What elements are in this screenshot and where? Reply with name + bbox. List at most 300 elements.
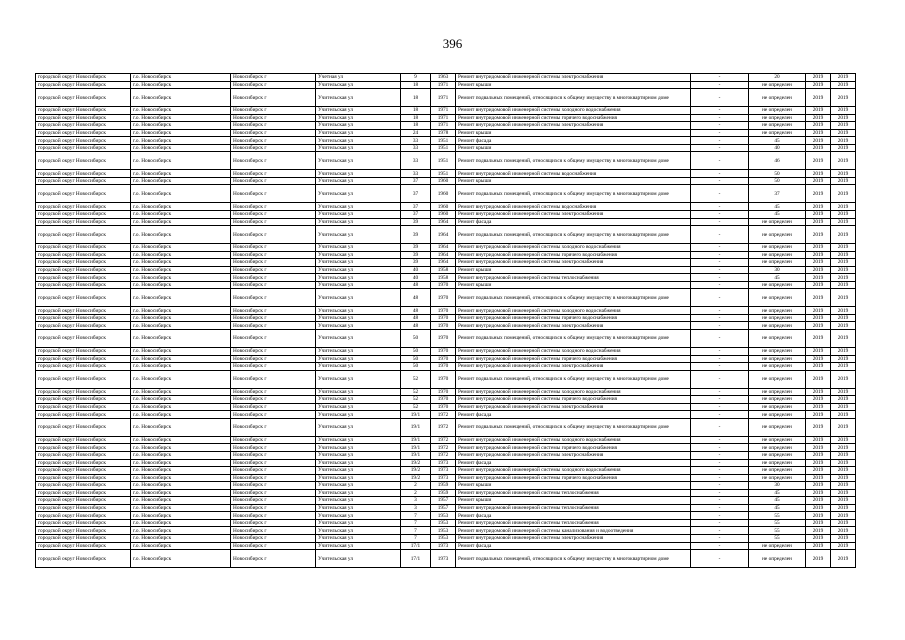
cell-year-end: 2019: [831, 129, 856, 137]
cell-year: 1951: [431, 170, 456, 178]
cell-street: Учительская ул: [316, 129, 401, 137]
cell-street: Учительская ул: [316, 550, 401, 568]
cell-year-start: 2019: [806, 244, 831, 252]
cell-district: городской округ Новосибирск: [36, 330, 131, 348]
cell-city: Новосибирск г: [231, 444, 316, 452]
cell-year-end: 2019: [831, 363, 856, 371]
cell-year-end: 2019: [831, 519, 856, 527]
cell-year-start: 2019: [806, 550, 831, 568]
cell-city: Новосибирск г: [231, 218, 316, 226]
cell-city: Новосибирск г: [231, 203, 316, 211]
cell-year: 1953: [431, 512, 456, 520]
cell-year: 1964: [431, 218, 456, 226]
cell-city: Новосибирск г: [231, 81, 316, 89]
cell-year-end: 2019: [831, 322, 856, 330]
cell-year: 1972: [431, 444, 456, 452]
cell-work-type: Ремонт крыши: [456, 129, 691, 137]
cell-district: городской округ Новосибирск: [36, 74, 131, 82]
cell-year-start: 2019: [806, 388, 831, 396]
cell-year: 1958: [431, 266, 456, 274]
cell-year: 1970: [431, 396, 456, 404]
cell-deadline: не определен: [749, 467, 806, 475]
cell-street: Учительская ул: [316, 152, 401, 170]
cell-street: Учительская ул: [316, 89, 401, 107]
cell-district: городской округ Новосибирск: [36, 411, 131, 419]
cell-house: 48: [401, 281, 431, 289]
cell-street: Учительская ул: [316, 251, 401, 259]
cell-city: Новосибирск г: [231, 436, 316, 444]
cell-city: Новосибирск г: [231, 274, 316, 282]
cell-year-end: 2019: [831, 289, 856, 307]
cell-street: Учительская ул: [316, 211, 401, 219]
cell-district: городской округ Новосибирск: [36, 244, 131, 252]
cell-street: Учительская ул: [316, 244, 401, 252]
cell-dash: -: [691, 436, 749, 444]
cell-deadline: не определен: [749, 474, 806, 482]
cell-year: 1972: [431, 418, 456, 436]
cell-year: 1971: [431, 107, 456, 115]
cell-year-end: 2019: [831, 144, 856, 152]
cell-house: 7: [401, 527, 431, 535]
table-row: [36, 226, 856, 244]
cell-year: 1964: [431, 251, 456, 259]
cell-house: 37: [401, 177, 431, 185]
table-row: [36, 355, 856, 363]
cell-year: 1973: [431, 550, 456, 568]
cell-city: Новосибирск г: [231, 411, 316, 419]
cell-district: городской округ Новосибирск: [36, 122, 131, 130]
cell-deadline: не определен: [749, 396, 806, 404]
cell-street: Учительская ул: [316, 137, 401, 145]
cell-house: 19/1: [401, 411, 431, 419]
cell-house: 2: [401, 489, 431, 497]
cell-okrug: г.о. Новосибирск: [131, 81, 231, 89]
page-number: 396: [442, 36, 463, 51]
cell-year: 1970: [431, 348, 456, 356]
cell-year: 1978: [431, 129, 456, 137]
cell-okrug: г.о. Новосибирск: [131, 519, 231, 527]
cell-dash: -: [691, 152, 749, 170]
cell-year-end: 2019: [831, 244, 856, 252]
cell-work-type: Ремонт внутридомовой инженерной системы канализования и водоотведения: [456, 527, 691, 535]
cell-city: Новосибирск г: [231, 363, 316, 371]
cell-house: 52: [401, 388, 431, 396]
cell-okrug: г.о. Новосибирск: [131, 244, 231, 252]
cell-year: 1964: [431, 259, 456, 267]
cell-house: 18: [401, 89, 431, 107]
cell-street: Учительская ул: [316, 330, 401, 348]
cell-street: Учительская ул: [316, 107, 401, 115]
cell-district: городской округ Новосибирск: [36, 474, 131, 482]
cell-work-type: Ремонт внутридомовой инженерной системы холодного водоснабжения: [456, 244, 691, 252]
cell-work-type: Ремонт внутридомовой инженерной системы горячего водоснабжения: [456, 444, 691, 452]
cell-city: Новосибирск г: [231, 497, 316, 505]
cell-city: Новосибирск г: [231, 534, 316, 542]
cell-year-end: 2019: [831, 348, 856, 356]
cell-house: 3: [401, 497, 431, 505]
cell-street: Учительская ул: [316, 467, 401, 475]
cell-dash: -: [691, 489, 749, 497]
cell-work-type: Ремонт внутридомовой инженерной системы электроснабжения: [456, 322, 691, 330]
cell-dash: -: [691, 211, 749, 219]
cell-dash: -: [691, 144, 749, 152]
cell-district: городской округ Новосибирск: [36, 259, 131, 267]
cell-year-start: 2019: [806, 259, 831, 267]
cell-house: 19/1: [401, 444, 431, 452]
cell-year-start: 2019: [806, 137, 831, 145]
cell-year-start: 2019: [806, 170, 831, 178]
cell-district: городской округ Новосибирск: [36, 550, 131, 568]
cell-okrug: г.о. Новосибирск: [131, 363, 231, 371]
cell-year-start: 2019: [806, 474, 831, 482]
cell-work-type: Ремонт крыши: [456, 81, 691, 89]
cell-street: Учительская ул: [316, 403, 401, 411]
cell-work-type: Ремонт подвальных помещений, относящихся к общему имуществу в многоквартирном доме: [456, 226, 691, 244]
cell-year-start: 2019: [806, 527, 831, 535]
cell-work-type: Ремонт внутридомовой инженерной системы теплоснабжения: [456, 489, 691, 497]
cell-okrug: г.о. Новосибирск: [131, 89, 231, 107]
cell-year: 1964: [431, 226, 456, 244]
cell-year-start: 2019: [806, 403, 831, 411]
cell-work-type: Ремонт внутридомовой инженерной системы холодного водоснабжения: [456, 436, 691, 444]
cell-dash: -: [691, 251, 749, 259]
cell-city: Новосибирск г: [231, 170, 316, 178]
table-row: [36, 396, 856, 404]
cell-work-type: Ремонт фасада: [456, 218, 691, 226]
cell-year: 1973: [431, 542, 456, 550]
cell-dash: -: [691, 244, 749, 252]
cell-year-end: 2019: [831, 307, 856, 315]
cell-okrug: г.о. Новосибирск: [131, 542, 231, 550]
cell-year: 1970: [431, 370, 456, 388]
cell-work-type: Ремонт крыши: [456, 281, 691, 289]
table-row: [36, 266, 856, 274]
cell-district: городской округ Новосибирск: [36, 504, 131, 512]
cell-street: Учительская ул: [316, 542, 401, 550]
cell-house: 52: [401, 396, 431, 404]
cell-year-end: 2019: [831, 451, 856, 459]
cell-okrug: г.о. Новосибирск: [131, 144, 231, 152]
cell-year-end: 2019: [831, 177, 856, 185]
cell-okrug: г.о. Новосибирск: [131, 203, 231, 211]
cell-district: городской округ Новосибирск: [36, 348, 131, 356]
cell-year: 1970: [431, 388, 456, 396]
cell-dash: -: [691, 403, 749, 411]
cell-okrug: г.о. Новосибирск: [131, 348, 231, 356]
cell-work-type: Ремонт внутридомовой инженерной системы холодного водоснабжения: [456, 307, 691, 315]
table-row: [36, 542, 856, 550]
cell-year-start: 2019: [806, 281, 831, 289]
cell-street: Учительская ул: [316, 436, 401, 444]
cell-year-end: 2019: [831, 226, 856, 244]
cell-okrug: г.о. Новосибирск: [131, 322, 231, 330]
table-row: [36, 497, 856, 505]
cell-work-type: Ремонт подвальных помещений, относящихся к общему имуществу в многоквартирном доме: [456, 289, 691, 307]
cell-year-start: 2019: [806, 370, 831, 388]
cell-year-end: 2019: [831, 542, 856, 550]
cell-street: Учетная ул: [316, 74, 401, 82]
cell-district: городской округ Новосибирск: [36, 322, 131, 330]
cell-district: городской округ Новосибирск: [36, 314, 131, 322]
table-row: [36, 411, 856, 419]
cell-work-type: Ремонт внутридомовой инженерной системы водоснабжения: [456, 203, 691, 211]
cell-work-type: Ремонт внутридомовой инженерной системы горячего водоснабжения: [456, 474, 691, 482]
cell-city: Новосибирск г: [231, 527, 316, 535]
cell-deadline: не определен: [749, 370, 806, 388]
cell-year-start: 2019: [806, 289, 831, 307]
cell-deadline: не определен: [749, 444, 806, 452]
cell-city: Новосибирск г: [231, 355, 316, 363]
cell-district: городской округ Новосибирск: [36, 144, 131, 152]
cell-dash: -: [691, 451, 749, 459]
cell-year-start: 2019: [806, 534, 831, 542]
cell-year-start: 2019: [806, 459, 831, 467]
table-row: [36, 418, 856, 436]
cell-district: городской округ Новосибирск: [36, 185, 131, 203]
cell-work-type: Ремонт фасада: [456, 512, 691, 520]
cell-year: 1973: [431, 474, 456, 482]
cell-work-type: Ремонт внутридомовой инженерной системы теплоснабжения: [456, 274, 691, 282]
cell-year: 1953: [431, 534, 456, 542]
cell-okrug: г.о. Новосибирск: [131, 355, 231, 363]
cell-street: Учительская ул: [316, 122, 401, 130]
cell-year-end: 2019: [831, 259, 856, 267]
cell-year-start: 2019: [806, 451, 831, 459]
cell-city: Новосибирск г: [231, 259, 316, 267]
cell-deadline: 30: [749, 266, 806, 274]
cell-street: Учительская ул: [316, 81, 401, 89]
cell-year-start: 2019: [806, 203, 831, 211]
table-row: [36, 281, 856, 289]
cell-district: городской округ Новосибирск: [36, 403, 131, 411]
cell-deadline: не определен: [749, 289, 806, 307]
cell-street: Учительская ул: [316, 418, 401, 436]
cell-okrug: г.о. Новосибирск: [131, 266, 231, 274]
cell-work-type: Ремонт подвальных помещений, относящихся к общему имуществу в многоквартирном доме: [456, 370, 691, 388]
cell-work-type: Ремонт внутридомовой инженерной системы холодного водоснабжения: [456, 348, 691, 356]
cell-dash: -: [691, 114, 749, 122]
cell-deadline: не определен: [749, 403, 806, 411]
cell-year-start: 2019: [806, 251, 831, 259]
cell-work-type: Ремонт фасада: [456, 411, 691, 419]
cell-city: Новосибирск г: [231, 244, 316, 252]
table-row: [36, 185, 856, 203]
cell-house: 19/2: [401, 467, 431, 475]
cell-work-type: Ремонт внутридомовой инженерной системы горячего водоснабжения: [456, 314, 691, 322]
cell-year: 1973: [431, 467, 456, 475]
cell-city: Новосибирск г: [231, 489, 316, 497]
cell-dash: -: [691, 259, 749, 267]
cell-house: 39: [401, 259, 431, 267]
cell-year-end: 2019: [831, 122, 856, 130]
cell-city: Новосибирск г: [231, 418, 316, 436]
cell-work-type: Ремонт крыши: [456, 497, 691, 505]
cell-deadline: не определен: [749, 436, 806, 444]
cell-house: 37: [401, 185, 431, 203]
cell-street: Учительская ул: [316, 281, 401, 289]
cell-okrug: г.о. Новосибирск: [131, 114, 231, 122]
cell-deadline: не определен: [749, 218, 806, 226]
cell-house: 39: [401, 226, 431, 244]
cell-district: городской округ Новосибирск: [36, 482, 131, 490]
cell-year-end: 2019: [831, 396, 856, 404]
cell-okrug: г.о. Новосибирск: [131, 137, 231, 145]
cell-year-start: 2019: [806, 330, 831, 348]
cell-year-start: 2019: [806, 519, 831, 527]
cell-street: Учительская ул: [316, 203, 401, 211]
cell-district: городской округ Новосибирск: [36, 467, 131, 475]
cell-dash: -: [691, 444, 749, 452]
cell-street: Учительская ул: [316, 363, 401, 371]
cell-work-type: Ремонт внутридомовой инженерной системы холодного водоснабжения: [456, 467, 691, 475]
cell-deadline: 45: [749, 274, 806, 282]
table-row: [36, 550, 856, 568]
cell-year-end: 2019: [831, 534, 856, 542]
cell-okrug: г.о. Новосибирск: [131, 396, 231, 404]
cell-deadline: не определен: [749, 459, 806, 467]
cell-dash: -: [691, 396, 749, 404]
cell-district: городской округ Новосибирск: [36, 451, 131, 459]
table-row: [36, 307, 856, 315]
cell-district: городской округ Новосибирск: [36, 519, 131, 527]
cell-deadline: 45: [749, 497, 806, 505]
cell-year-end: 2019: [831, 482, 856, 490]
cell-okrug: г.о. Новосибирск: [131, 281, 231, 289]
cell-okrug: г.о. Новосибирск: [131, 370, 231, 388]
cell-dash: -: [691, 348, 749, 356]
table-row: [36, 251, 856, 259]
cell-work-type: Ремонт внутридомовой инженерной системы электроснабжения: [456, 534, 691, 542]
cell-year-start: 2019: [806, 314, 831, 322]
cell-year-end: 2019: [831, 185, 856, 203]
cell-okrug: г.о. Новосибирск: [131, 274, 231, 282]
cell-house: 39: [401, 251, 431, 259]
table-row: [36, 370, 856, 388]
cell-city: Новосибирск г: [231, 226, 316, 244]
cell-street: Учительская ул: [316, 451, 401, 459]
cell-year: 1971: [431, 114, 456, 122]
cell-city: Новосибирск г: [231, 370, 316, 388]
cell-city: Новосибирск г: [231, 348, 316, 356]
cell-city: Новосибирск г: [231, 314, 316, 322]
cell-year-start: 2019: [806, 129, 831, 137]
cell-work-type: Ремонт крыши: [456, 482, 691, 490]
cell-house: 19/1: [401, 418, 431, 436]
cell-district: городской округ Новосибирск: [36, 266, 131, 274]
cell-district: городской округ Новосибирск: [36, 534, 131, 542]
cell-city: Новосибирск г: [231, 74, 316, 82]
cell-dash: -: [691, 527, 749, 535]
cell-district: городской округ Новосибирск: [36, 355, 131, 363]
cell-deadline: 30: [749, 482, 806, 490]
cell-district: городской округ Новосибирск: [36, 418, 131, 436]
cell-deadline: не определен: [749, 451, 806, 459]
cell-street: Учительская ул: [316, 259, 401, 267]
cell-district: городской округ Новосибирск: [36, 370, 131, 388]
cell-house: 48: [401, 289, 431, 307]
cell-house: 19/2: [401, 459, 431, 467]
cell-house: 18: [401, 114, 431, 122]
cell-dash: -: [691, 388, 749, 396]
cell-work-type: Ремонт подвальных помещений, относящихся к общему имуществу в многоквартирном доме: [456, 550, 691, 568]
cell-year: 1951: [431, 152, 456, 170]
table-row: [36, 504, 856, 512]
table-row: [36, 527, 856, 535]
cell-house: 19/2: [401, 474, 431, 482]
cell-year: 1959: [431, 489, 456, 497]
cell-year: 1970: [431, 330, 456, 348]
cell-work-type: Ремонт внутридомовой инженерной системы теплоснабжения: [456, 504, 691, 512]
cell-house: 7: [401, 534, 431, 542]
cell-deadline: не определен: [749, 114, 806, 122]
cell-year-end: 2019: [831, 467, 856, 475]
cell-street: Учительская ул: [316, 370, 401, 388]
cell-okrug: г.о. Новосибирск: [131, 534, 231, 542]
cell-house: 40: [401, 266, 431, 274]
cell-house: 50: [401, 355, 431, 363]
cell-street: Учительская ул: [316, 534, 401, 542]
cell-deadline: 55: [749, 534, 806, 542]
cell-year-start: 2019: [806, 411, 831, 419]
cell-work-type: Ремонт внутридомовой инженерной системы электроснабжения: [456, 403, 691, 411]
cell-year-start: 2019: [806, 122, 831, 130]
cell-year: 1972: [431, 411, 456, 419]
table-row: [36, 177, 856, 185]
cell-city: Новосибирск г: [231, 474, 316, 482]
cell-street: Учительская ул: [316, 396, 401, 404]
cell-dash: -: [691, 550, 749, 568]
table-row: [36, 436, 856, 444]
cell-city: Новосибирск г: [231, 388, 316, 396]
cell-okrug: г.о. Новосибирск: [131, 527, 231, 535]
cell-deadline: не определен: [749, 348, 806, 356]
cell-year-start: 2019: [806, 512, 831, 520]
cell-okrug: г.о. Новосибирск: [131, 226, 231, 244]
cell-year-end: 2019: [831, 251, 856, 259]
cell-year-start: 2019: [806, 211, 831, 219]
cell-dash: -: [691, 266, 749, 274]
table-row: [36, 534, 856, 542]
cell-work-type: Ремонт подвальных помещений, относящихся к общему имуществу в многоквартирном доме: [456, 418, 691, 436]
cell-dash: -: [691, 218, 749, 226]
cell-street: Учительская ул: [316, 322, 401, 330]
cell-dash: -: [691, 370, 749, 388]
cell-house: 40: [401, 274, 431, 282]
cell-year-end: 2019: [831, 370, 856, 388]
cell-year: 1960: [431, 211, 456, 219]
cell-deadline: 20: [749, 74, 806, 82]
table-row: [36, 152, 856, 170]
cell-district: городской округ Новосибирск: [36, 114, 131, 122]
cell-deadline: не определен: [749, 307, 806, 315]
cell-work-type: Ремонт фасада: [456, 459, 691, 467]
cell-work-type: Ремонт внутридомовой инженерной системы горячего водоснабжения: [456, 396, 691, 404]
cell-district: городской округ Новосибирск: [36, 107, 131, 115]
cell-dash: -: [691, 467, 749, 475]
cell-year: 1960: [431, 185, 456, 203]
cell-street: Учительская ул: [316, 411, 401, 419]
cell-street: Учительская ул: [316, 489, 401, 497]
cell-house: 33: [401, 170, 431, 178]
cell-work-type: Ремонт подвальных помещений, относящихся к общему имуществу в многоквартирном доме: [456, 152, 691, 170]
cell-year: 1964: [431, 244, 456, 252]
cell-year-end: 2019: [831, 444, 856, 452]
cell-work-type: Ремонт крыши: [456, 177, 691, 185]
table-row: [36, 129, 856, 137]
cell-deadline: не определен: [749, 322, 806, 330]
cell-dash: -: [691, 519, 749, 527]
cell-dash: -: [691, 226, 749, 244]
